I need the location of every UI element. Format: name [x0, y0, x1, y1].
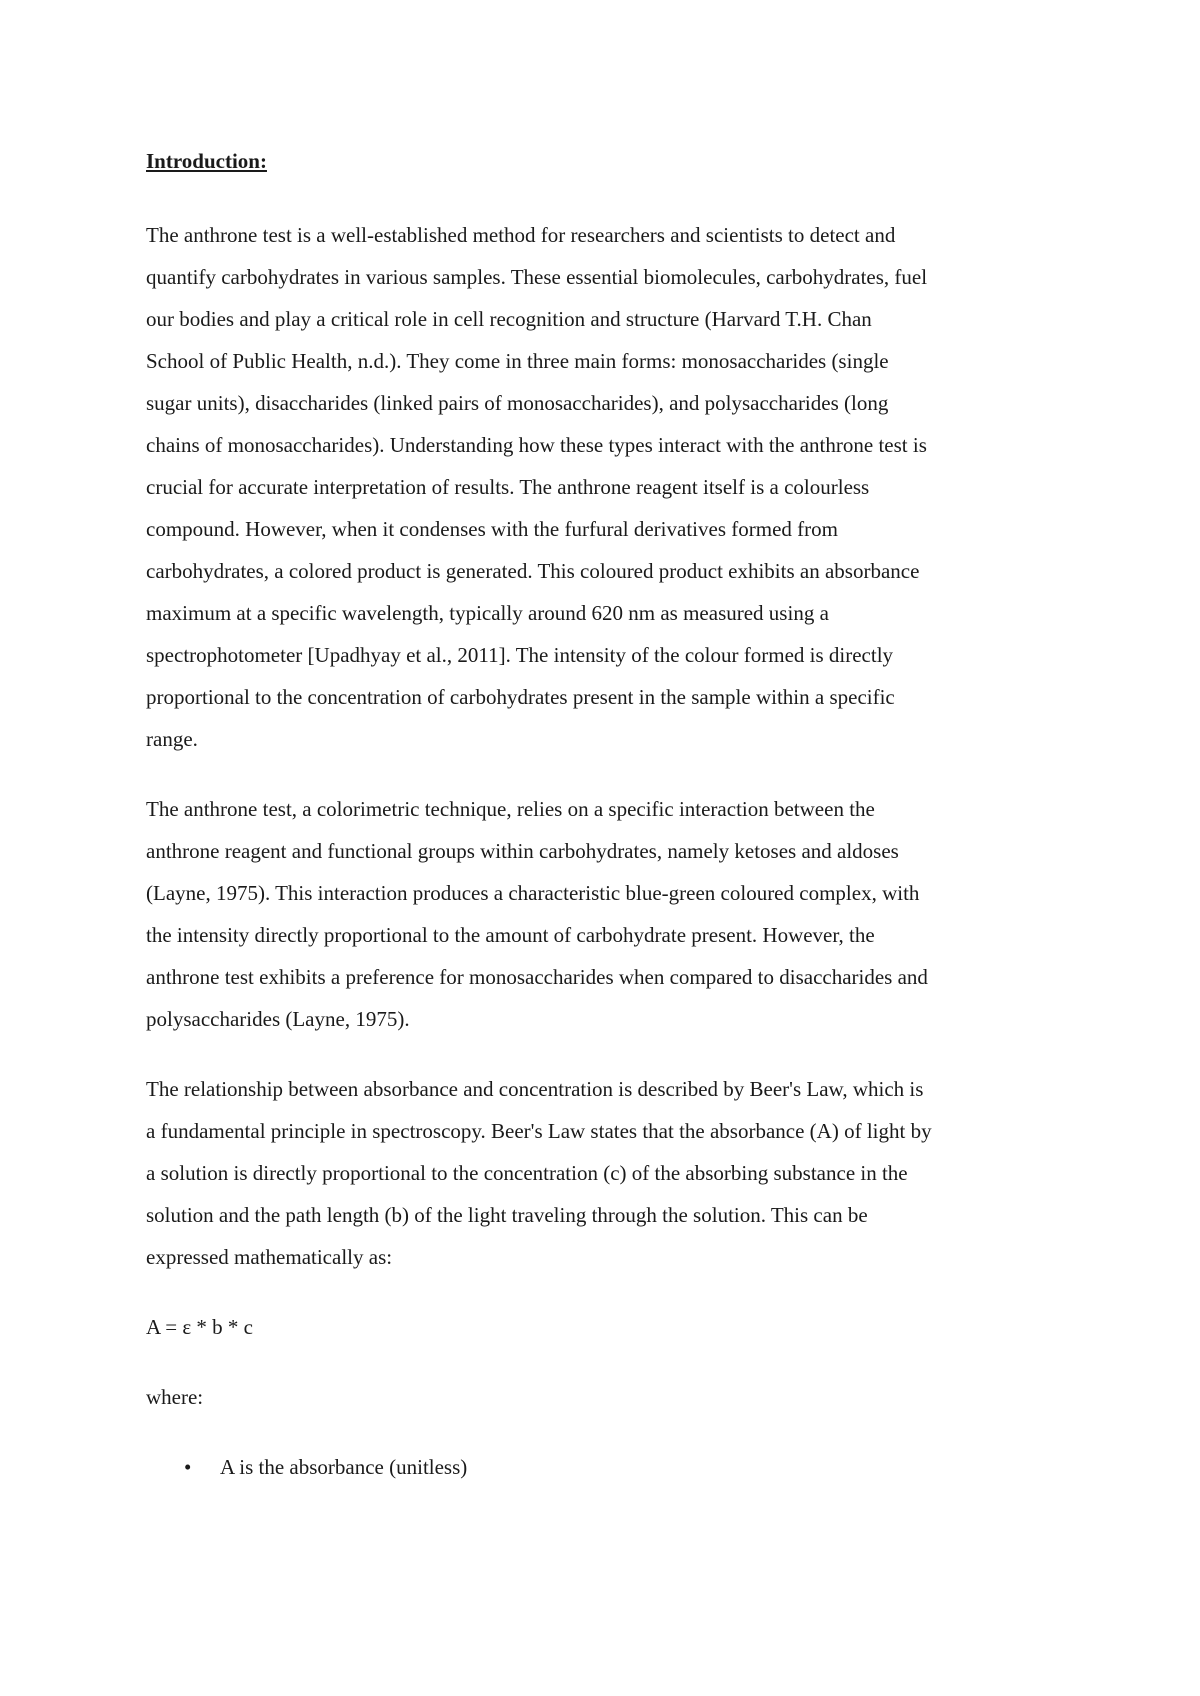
beers-law-formula: A = ε * b * c [146, 1315, 253, 1339]
list-item [146, 1446, 1066, 1488]
section-heading: Introduction: [146, 149, 267, 173]
where-label: where: [146, 1385, 204, 1409]
paragraph-line: a solution is directly proportional to the concentration (c) of the absorbing substance in the [146, 1161, 908, 1185]
paragraph-line: maximum at a specific wavelength, typically around 620 nm as measured using a [146, 601, 829, 625]
variable-definitions-list [146, 1446, 1066, 1488]
paragraph-line: crucial for accurate interpretation of results. The anthrone reagent itself is a colourless [146, 475, 870, 499]
paragraph-line: solution and the path length (b) of the light traveling through the solution. This can be [146, 1203, 868, 1227]
paragraph-line: spectrophotometer [Upadhyay et al., 2011]. The intensity of the colour formed is directly [146, 643, 894, 667]
document-body [146, 146, 1066, 1488]
paragraph-line: (Layne, 1975). This interaction produces a characteristic blue-green coloured complex, with [146, 881, 920, 905]
bullet-icon: • [184, 1455, 192, 1479]
paragraph-colorimetric [146, 788, 1066, 1040]
paragraph-line: range. [146, 727, 198, 751]
paragraph-line: quantify carbohydrates in various samples. These essential biomolecules, carbohydrates, fuel [146, 265, 928, 289]
paragraph-line: carbohydrates, a colored product is generated. This coloured product exhibits an absorbance [146, 559, 920, 583]
paragraph-beers-law [146, 1068, 1066, 1278]
paragraph-line: School of Public Health, n.d.). They come in three main forms: monosaccharides (single [146, 349, 889, 373]
paragraph-line: chains of monosaccharides). Understanding how these types interact with the anthrone test is [146, 433, 927, 457]
paragraph-line: proportional to the concentration of carbohydrates present in the sample within a specific [146, 685, 895, 709]
paragraph-line: a fundamental principle in spectroscopy. Beer's Law states that the absorbance (A) of light by [146, 1119, 932, 1143]
paragraph-line: anthrone test exhibits a preference for monosaccharides when compared to disaccharides and [146, 965, 928, 989]
paragraph-line: sugar units), disaccharides (linked pairs of monosaccharides), and polysaccharides (long [146, 391, 889, 415]
paragraph-line: expressed mathematically as: [146, 1245, 393, 1269]
paragraph-line: the intensity directly proportional to the amount of carbohydrate present. However, the [146, 923, 875, 947]
paragraph-line: The anthrone test, a colorimetric technique, relies on a specific interaction between the [146, 797, 875, 821]
paragraph-intro [146, 214, 1066, 760]
paragraph-line: The relationship between absorbance and concentration is described by Beer's Law, which is [146, 1077, 924, 1101]
paragraph-line: anthrone reagent and functional groups within carbohydrates, namely ketoses and aldoses [146, 839, 899, 863]
paragraph-line: our bodies and play a critical role in cell recognition and structure (Harvard T.H. Chan [146, 307, 872, 331]
list-item-text: A is the absorbance (unitless) [220, 1455, 468, 1479]
paragraph-line: compound. However, when it condenses with the furfural derivatives formed from [146, 517, 838, 541]
paragraph-line: polysaccharides (Layne, 1975). [146, 1007, 410, 1031]
paragraph-line: The anthrone test is a well-established method for researchers and scientists to detect and [146, 223, 896, 247]
